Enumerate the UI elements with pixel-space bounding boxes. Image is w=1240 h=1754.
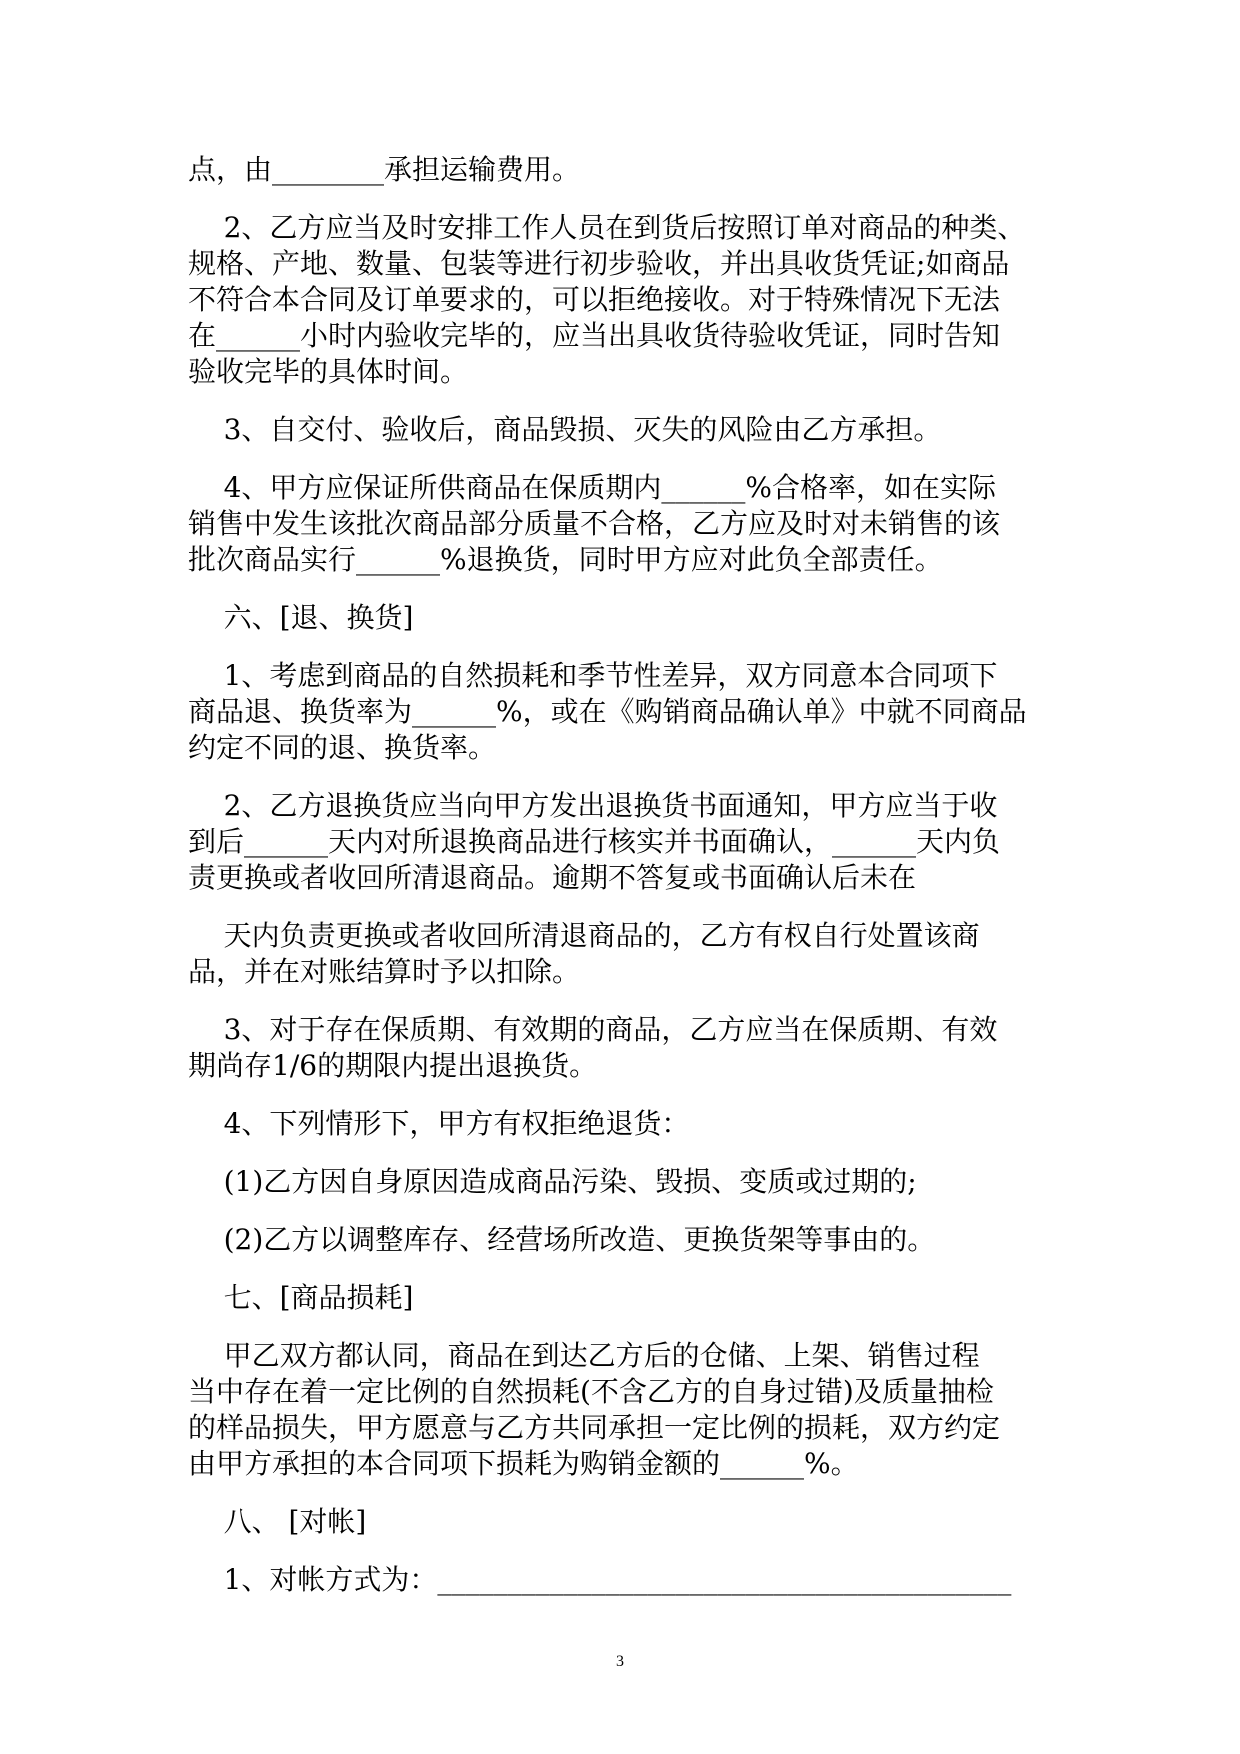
text-line: 的样品损失，甲方愿意与乙方共同承担一定比例的损耗，双方约定 — [188, 1411, 1001, 1444]
text-line: 2、乙方退换货应当向甲方发出退换货书面通知，甲方应当于收 — [188, 789, 998, 822]
text-line: 在______小时内验收完毕的，应当出具收货待验收凭证，同时告知 — [188, 319, 1001, 352]
paragraph — [188, 600, 1068, 636]
text-line: 3、对于存在保质期、有效期的商品，乙方应当在保质期、有效 — [188, 1013, 998, 1046]
paragraph — [188, 1012, 1068, 1084]
text-line: 七、[商品损耗] — [188, 1281, 414, 1314]
paragraph — [188, 1504, 1068, 1540]
text-line: 验收完毕的具体时间。 — [188, 355, 469, 388]
text-line: 4、甲方应保证所供商品在保质期内______%合格率，如在实际 — [188, 471, 997, 504]
paragraph — [188, 152, 1068, 188]
text-line: 批次商品实行______%退换货，同时甲方应对此负全部责任。 — [188, 543, 943, 576]
text-line: 当中存在着一定比例的自然损耗(不含乙方的自身过错)及质量抽检 — [188, 1375, 994, 1408]
text-line: 销售中发生该批次商品部分质量不合格，乙方应及时对未销售的该 — [188, 507, 1001, 540]
text-line: 六、[退、换货] — [188, 601, 414, 634]
text-line: 约定不同的退、换货率。 — [188, 731, 497, 764]
paragraph — [188, 470, 1068, 578]
paragraph — [188, 658, 1068, 766]
text-line: 点，由________承担运输费用。 — [188, 153, 581, 186]
text-line: 天内负责更换或者收回所清退商品的，乙方有权自行处置该商 — [188, 919, 980, 952]
text-line: 甲乙双方都认同，商品在到达乙方后的仓储、上架、销售过程 — [188, 1339, 980, 1372]
text-line: 到后______天内对所退换商品进行核实并书面确认，______天内负 — [188, 825, 1001, 858]
text-line: 3、自交付、验收后，商品毁损、灭失的风险由乙方承担。 — [188, 413, 942, 446]
text-line: 八、 [对帐] — [188, 1505, 367, 1538]
text-line: 期尚存1/6的期限内提出退换货。 — [188, 1049, 598, 1082]
text-line: 规格、产地、数量、包装等进行初步验收，并出具收货凭证;如商品 — [188, 247, 1010, 280]
paragraph — [188, 210, 1068, 390]
paragraph — [188, 788, 1068, 896]
text-line: 1、考虑到商品的自然损耗和季节性差异，双方同意本合同项下 — [188, 659, 998, 692]
paragraph — [188, 918, 1068, 990]
text-line: 不符合本合同及订单要求的，可以拒绝接收。对于特殊情况下无法 — [188, 283, 1001, 316]
page-number: 3 — [616, 1653, 624, 1670]
text-line: 1、对帐方式为：_________________________________________ — [188, 1563, 1012, 1596]
paragraph — [188, 1164, 1068, 1200]
paragraph — [188, 412, 1068, 448]
document-body — [188, 152, 1068, 1620]
text-line: 责更换或者收回所清退商品。逾期不答复或书面确认后未在 — [188, 861, 917, 894]
paragraph — [188, 1222, 1068, 1258]
paragraph — [188, 1338, 1068, 1482]
paragraph — [188, 1562, 1068, 1598]
text-line: 商品退、换货率为______%，或在《购销商品确认单》中就不同商品 — [188, 695, 1027, 728]
text-line: 4、下列情形下，甲方有权拒绝退货： — [188, 1107, 690, 1140]
text-line: 品，并在对账结算时予以扣除。 — [188, 955, 581, 988]
paragraph — [188, 1280, 1068, 1316]
text-line: (1)乙方因自身原因造成商品污染、毁损、变质或过期的; — [188, 1165, 917, 1198]
text-line: 2、乙方应当及时安排工作人员在到货后按照订单对商品的种类、 — [188, 211, 1026, 244]
paragraph — [188, 1106, 1068, 1142]
text-line: (2)乙方以调整库存、经营场所改造、更换货架等事由的。 — [188, 1223, 936, 1256]
text-line: 由甲方承担的本合同项下损耗为购销金额的______%。 — [188, 1447, 859, 1480]
